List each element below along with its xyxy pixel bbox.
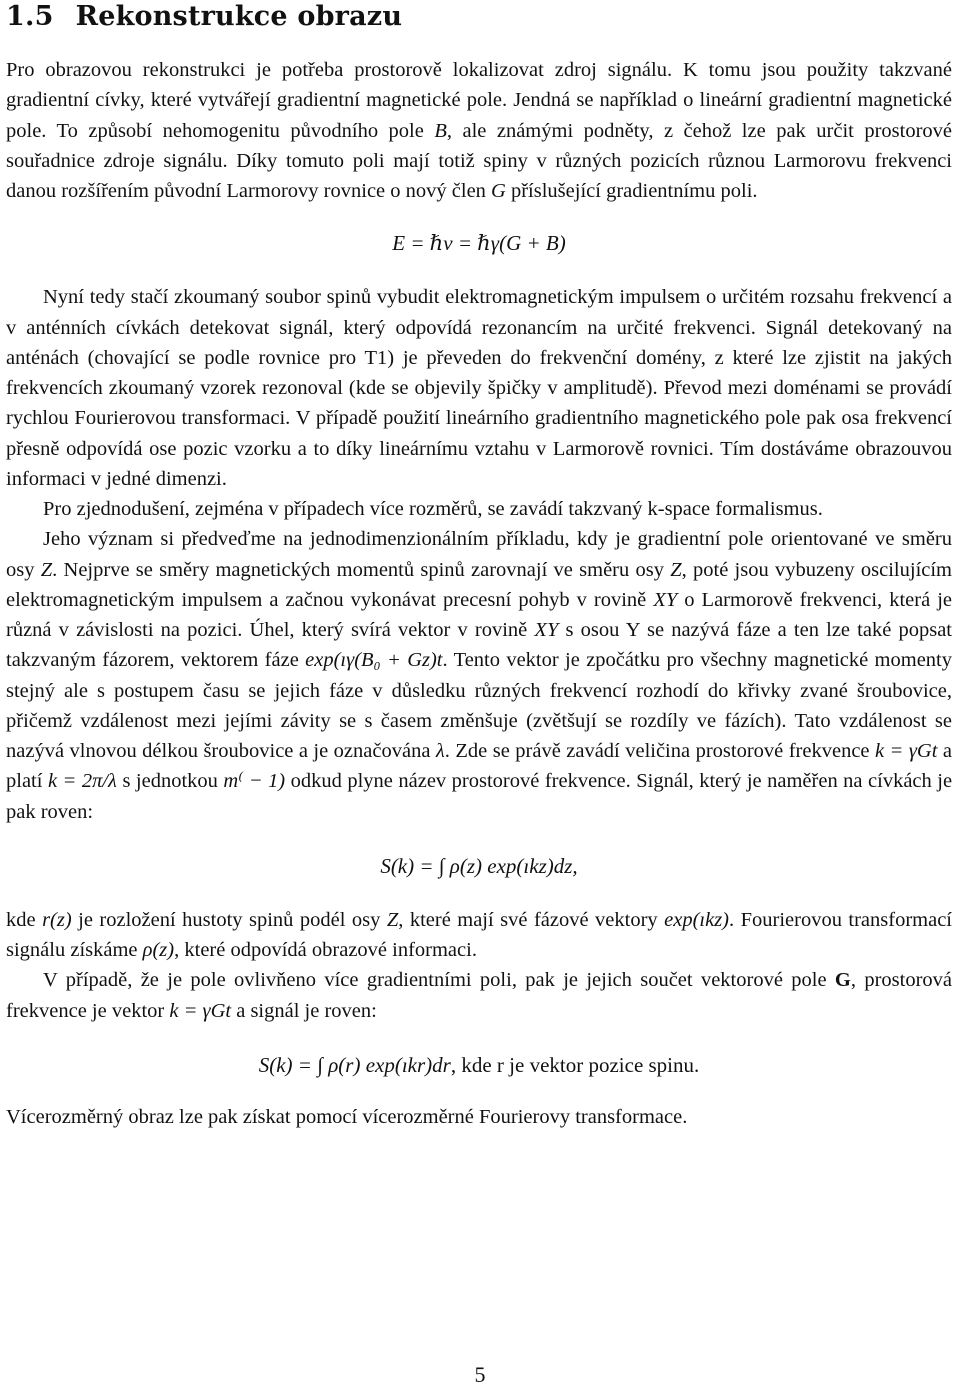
equation-signal: S(k) = ∫ ρ(z) exp(ıkz)dz, — [380, 853, 578, 878]
text-run: Pro obrazovou rekonstrukci je potřeba prostorově lokalizovat zdroj signálu. K tomu jsou použity takzvané gradientní cívky, které vytvářejí gradientní magnetické pole. Jendná se například o lineární gradientní magnetické pole. To způsobí nehomogenitu původního pole — [6, 59, 952, 142]
text-run: . Zde se právě zavádí veličina prostorové frekvence — [444, 740, 875, 762]
text-run: příslušející gradientnímu poli. — [505, 180, 758, 202]
math-symbol: Z — [40, 558, 53, 581]
text-run: o Larmorově frekvenci, která je různá v závislosti na pozici. Úhel, který svírá vektor v rovině — [6, 588, 952, 641]
math-expression: k = γGt — [874, 740, 938, 762]
section-title: Rekonstrukce obrazu — [75, 1, 403, 32]
math-symbol: G — [834, 969, 851, 992]
math-expression: k = 2π/λ — [47, 770, 117, 793]
paragraph-density — [6, 905, 952, 966]
section-heading — [6, 0, 952, 32]
math-expression: k = γGt — [169, 999, 232, 1022]
text-run: a signál je roven: — [231, 999, 377, 1022]
math-symbol: XY — [653, 588, 678, 611]
math-symbol: B — [434, 119, 447, 142]
math-expression: S(k) = ∫ ρ(r) exp(ıkr)dr — [258, 1052, 451, 1077]
math-expression: r(z) — [42, 908, 72, 931]
math-expression: ρ(z) — [142, 939, 175, 961]
equation-signal-vector — [6, 1050, 952, 1080]
paragraph-vector-field — [6, 965, 952, 1026]
text-run: , kde r je vektor pozice spinu. — [450, 1052, 700, 1077]
text-run: je rozložení hustoty spinů podél osy — [71, 908, 387, 931]
paragraph-excitation: Nyní tedy stačí zkoumaný soubor spinů vybudit elektromagnetickým impulsem o určitém rozsahu frekvencí a v anténních cívkách detekovat signál, který odpovídá rezonancím na určité frekvenci. Signál detekovaný na anténách (chovající se podle rovnice pro T1) je převeden do frekvenční domény, z které lze zjistit na jakých frekvencích zkoumaný vzorek rezonoval (kde se objevily špičky v amplitudě). Převod mezi doménami se provádí rychlou Fourierovou transformaci. V případě použití lineárního gradientního magnetického pole pak osa frekvencí přesně odpovídá ose pozic vzorku a to díky lineárnímu vztahu v Larmorově rovnici. Tím dostáváme obrazouvou informaci v jedné dimenzi. — [6, 286, 952, 490]
math-expression: m⁽ − 1) — [223, 770, 286, 793]
math-symbol: λ — [435, 740, 445, 762]
math-symbol: G — [491, 180, 506, 202]
math-expression: exp(ıkz) — [664, 908, 729, 931]
text-run: kde — [6, 908, 43, 931]
text-run: . Nejprve se směry magnetických momentů spinů zarovnají ve směru osy — [52, 558, 671, 581]
math-symbol: Z — [386, 908, 399, 931]
math-symbol: XY — [534, 619, 559, 641]
paragraph-phase — [6, 524, 952, 827]
text-run: Jeho význam si předveďme na jednodimenzionálním příkladu, kdy je gradientní pole orientované ve směru osy — [6, 528, 952, 581]
text-run: s jednotkou — [116, 770, 224, 793]
section-number: 1.5 — [6, 1, 54, 32]
text-run: a platí — [6, 740, 953, 793]
text-run: , ale známými podněty, z čehož lze pak určit prostorové souřadnice zdroje signálu. Díky tomuto poli mají totiž spiny v různých pozicích různou Larmorovu frekvenci danou rozšířením původní Larmorovy rovnice o nový člen — [6, 119, 952, 202]
text-run: . Fourierovou transformací signálu získáme — [6, 908, 952, 961]
text-run: , prostorová frekvence je vektor — [6, 969, 953, 1022]
paragraph-intro — [6, 55, 952, 206]
math-expression: exp(ıγ(B₀ + Gz)t — [305, 649, 443, 672]
equation-larmor: E = ℏν = ℏγ(G + B) — [392, 231, 566, 256]
page-number: 5 — [474, 1362, 486, 1387]
math-symbol: Z — [670, 558, 682, 581]
text-run: , které odpovídá obrazové informaci. — [174, 939, 477, 961]
text-run: s osou Y se nazývá fáze a ten lze také popsat takzvaným fázorem, vektorem fáze — [6, 619, 952, 672]
text-run: , poté jsou vybuzeny oscilujícím elektromagnetickým impulsem a začnou vykonávat precesní pohyb v rovině — [6, 558, 953, 611]
text-run: V případě, že je pole ovlivňeno více gradientními poli, pak je jejich součet vektorové pole — [43, 969, 835, 992]
text-run: . Tento vektor je zpočátku pro všechny magnetické momenty stejný ale s postupem času se jejich fáze v důsledku různých frekvencí rozhodí do křivky zvané šroubovice, přičemž vzdálenost mezi jejími závity se s časem změnšuje (zvětšují se rozdíly ve fázích). Tato vzdálenost se nazývá vlnovou délkou šroubovice a je označována — [6, 649, 952, 762]
text-run: odkud plyne název prostorové frekvence. Signál, který je naměřen na cívkách je pak roven: — [6, 770, 953, 823]
text-run: , které mají své fázové vektory — [398, 908, 665, 931]
paragraph-conclusion: Vícerozměrný obraz lze pak získat pomocí vícerozměrné Fourierovy transformace. — [6, 1105, 688, 1128]
paragraph-kspace: Pro zjednodušení, zejména v případech více rozměrů, se zavádí takzvaný k-space formalismus. — [43, 498, 823, 520]
